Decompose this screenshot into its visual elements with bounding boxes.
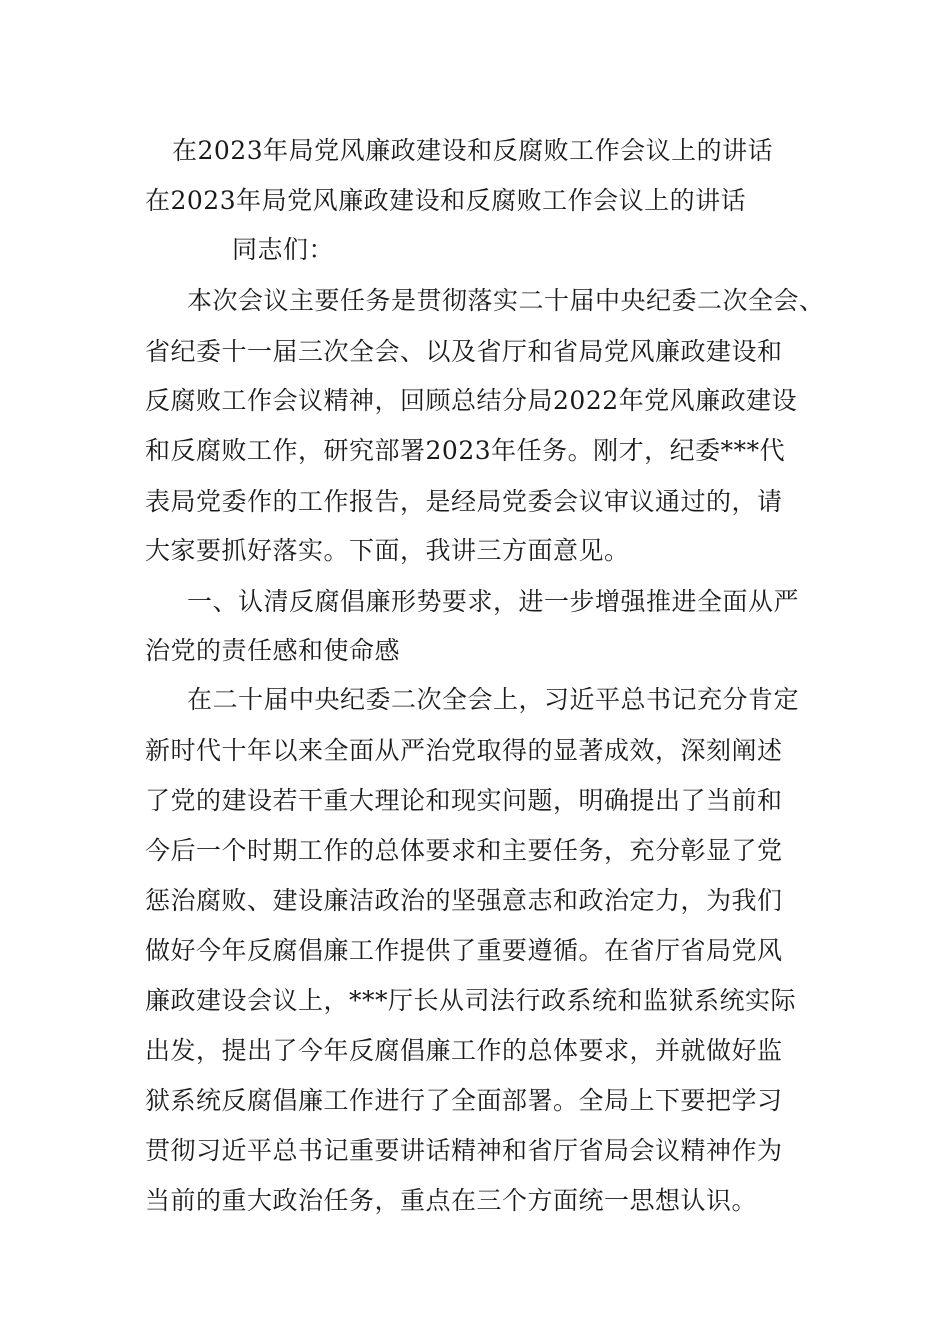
paragraph-1-line: 反腐败工作会议精神，回顾总结分局2022年党风廉政建设: [145, 386, 798, 415]
paragraph-2-line: 了党的建设若干重大理论和现实问题，明确提出了当前和: [145, 786, 783, 815]
paragraph-1-line: 本次会议主要任务是贯彻落实二十届中央纪委二次全会、: [187, 286, 825, 315]
paragraph-2-line: 当前的重大政治任务，重点在三个方面统一思想认识。: [145, 1186, 758, 1215]
paragraph-2-line: 贯彻习近平总书记重要讲话精神和省厅省局会议精神作为: [145, 1136, 783, 1165]
paragraph-2-line: 出发，提出了今年反腐倡廉工作的总体要求，并就做好监: [145, 1036, 783, 1065]
document-title: 在2023年局党风廉政建设和反腐败工作会议上的讲话: [172, 136, 774, 165]
greeting: 同志们：: [232, 235, 335, 264]
section-heading-line: 一、认清反腐倡廉形势要求，进一步增强推进全面从严: [187, 587, 800, 616]
paragraph-1-line: 大家要抓好落实。下面，我讲三方面意见。: [145, 536, 630, 565]
paragraph-1-line: 省纪委十一届三次全会、以及省厅和省局党风廉政建设和: [145, 337, 783, 366]
section-heading-line: 治党的责任感和使命感: [145, 636, 401, 665]
document-title-repeat: 在2023年局党风廉政建设和反腐败工作会议上的讲话: [145, 186, 747, 215]
paragraph-1-line: 和反腐败工作，研究部署2023年任务。刚才，纪委***代: [145, 436, 786, 465]
paragraph-2-line: 在二十届中央纪委二次全会上，习近平总书记充分肯定: [187, 685, 800, 714]
paragraph-2-line: 新时代十年以来全面从严治党取得的显著成效，深刻阐述: [145, 736, 783, 765]
paragraph-2-line: 今后一个时期工作的总体要求和主要任务，充分彰显了党: [145, 836, 783, 865]
paragraph-2-line: 惩治腐败、建设廉洁政治的坚强意志和政治定力，为我们: [145, 886, 783, 915]
paragraph-1-line: 表局党委作的工作报告，是经局党委会议审议通过的，请: [145, 487, 783, 516]
paragraph-2-line: 廉政建设会议上，***厅长从司法行政系统和监狱系统实际: [145, 986, 797, 1015]
paragraph-2-line: 做好今年反腐倡廉工作提供了重要遵循。在省厅省局党风: [145, 936, 783, 965]
paragraph-2-line: 狱系统反腐倡廉工作进行了全面部署。全局上下要把学习: [145, 1086, 783, 1115]
